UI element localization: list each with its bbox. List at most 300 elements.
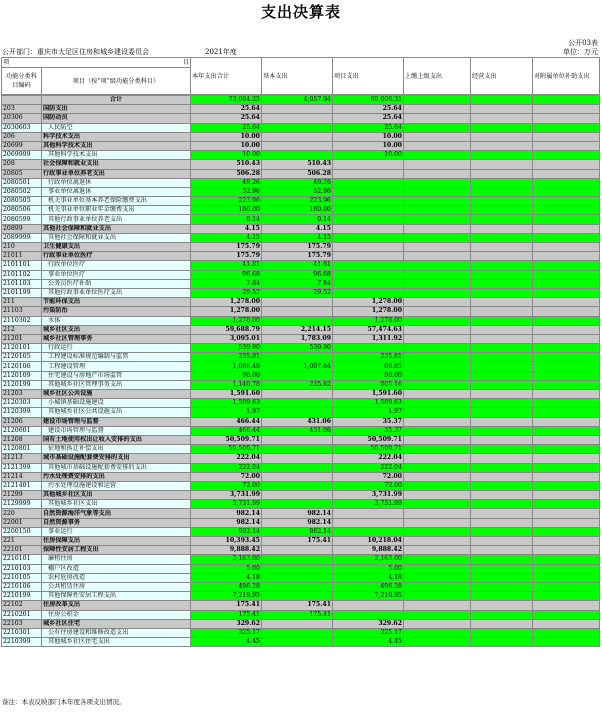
row-project: 2,163.00	[333, 555, 404, 564]
row-subsidy	[533, 334, 600, 343]
row-basic	[262, 555, 333, 564]
row-code: 22001	[2, 518, 42, 527]
row-basic	[262, 114, 333, 123]
expenditure-table	[1, 95, 600, 647]
row-code: 2120101	[2, 344, 42, 353]
row-basic	[262, 123, 333, 132]
row-operating	[471, 105, 533, 114]
row-upper	[404, 380, 471, 389]
row-total: 329.62	[191, 619, 262, 628]
row-subsidy	[533, 243, 600, 252]
row-code: 221	[2, 537, 42, 546]
row-operating	[471, 344, 533, 353]
row-name: 污水处理设施建设和运营	[42, 481, 191, 490]
row-code: 212	[2, 325, 42, 334]
header-upper: 上缴上级支出	[404, 58, 471, 95]
row-code: 22102	[2, 601, 42, 610]
row-basic	[262, 298, 333, 307]
row-operating	[471, 472, 533, 481]
row-project	[333, 279, 404, 288]
row-code: 22103	[2, 619, 42, 628]
row-name: 行政单位离退休	[42, 178, 191, 187]
row-upper	[404, 472, 471, 481]
row-code: 2120199	[2, 380, 42, 389]
row-upper	[404, 141, 471, 150]
row-name: 国防动员	[42, 114, 191, 123]
row-upper	[404, 537, 471, 546]
total-project: 69,006.31	[333, 96, 404, 105]
row-code: 2120399	[2, 408, 42, 417]
row-basic: 52.96	[262, 187, 333, 196]
table-row	[2, 224, 600, 233]
row-subsidy	[533, 472, 600, 481]
row-code: 21299	[2, 491, 42, 500]
row-code: 20899	[2, 224, 42, 233]
row-code: 2210399	[2, 638, 42, 647]
row-code: 2120106	[2, 362, 42, 371]
row-operating	[471, 619, 533, 628]
row-operating	[471, 601, 533, 610]
row-project	[333, 518, 404, 527]
row-upper	[404, 270, 471, 279]
row-project: 1,278.00	[333, 316, 404, 325]
row-operating	[471, 546, 533, 555]
header-total: 本年支出合计	[191, 58, 262, 95]
row-project: 329.62	[333, 619, 404, 628]
row-basic: 982.14	[262, 518, 333, 527]
row-upper	[404, 426, 471, 435]
row-total: 90.00	[191, 371, 262, 380]
row-basic	[262, 141, 333, 150]
row-subsidy	[533, 463, 600, 472]
row-name: 国有土地使用权出让收入安排的支出	[42, 435, 191, 444]
row-name: 农村危房改造	[42, 573, 191, 582]
row-operating	[471, 463, 533, 472]
row-code: 2210105	[2, 573, 42, 582]
row-upper	[404, 619, 471, 628]
row-project: 9,888.42	[333, 546, 404, 555]
row-subsidy	[533, 270, 600, 279]
table-row	[2, 518, 600, 527]
row-code: 2101102	[2, 270, 42, 279]
row-upper	[404, 390, 471, 399]
row-subsidy	[533, 564, 600, 573]
row-operating	[471, 160, 533, 169]
row-code: 2210103	[2, 564, 42, 573]
row-subsidy	[533, 371, 600, 380]
row-project	[333, 178, 404, 187]
row-total: 0.14	[191, 215, 262, 224]
row-code: 21103	[2, 307, 42, 316]
table-row	[2, 527, 600, 536]
row-total: 510.43	[191, 160, 262, 169]
header-operating: 经营支出	[471, 58, 533, 95]
row-operating	[471, 215, 533, 224]
table-row	[2, 582, 600, 591]
row-name: 其他城乡社区公共设施支出	[42, 408, 191, 417]
row-basic	[262, 481, 333, 490]
row-upper	[404, 288, 471, 297]
row-operating	[471, 178, 533, 187]
row-project: 5.00	[333, 564, 404, 573]
row-operating	[471, 243, 533, 252]
row-subsidy	[533, 307, 600, 316]
row-subsidy	[533, 408, 600, 417]
table-row	[2, 160, 600, 169]
row-code: 20306	[2, 114, 42, 123]
row-total: 175.41	[191, 601, 262, 610]
total-amount: 73,064.25	[191, 96, 262, 105]
row-total: 52.96	[191, 187, 262, 196]
table-row	[2, 408, 600, 417]
row-name: 行政事业单位养老支出	[42, 169, 191, 178]
row-name: 其他社会保障和就业支出	[42, 233, 191, 242]
row-project: 35.37	[333, 417, 404, 426]
row-total: 7.84	[191, 279, 262, 288]
row-upper	[404, 325, 471, 334]
row-basic: 96.68	[262, 270, 333, 279]
row-upper	[404, 500, 471, 509]
row-basic: 982.14	[262, 527, 333, 536]
row-basic	[262, 454, 333, 463]
table-row	[2, 481, 600, 490]
row-basic	[262, 546, 333, 555]
page-title: 支出决算表	[260, 3, 341, 21]
row-upper	[404, 178, 471, 187]
row-subsidy	[533, 261, 600, 270]
row-upper	[404, 105, 471, 114]
row-project: 905.16	[333, 380, 404, 389]
row-total: 1.97	[191, 408, 262, 417]
row-subsidy	[533, 252, 600, 261]
row-upper	[404, 132, 471, 141]
row-total: 496.28	[191, 582, 262, 591]
row-basic	[262, 619, 333, 628]
row-basic: 175.41	[262, 601, 333, 610]
row-code: 20699	[2, 141, 42, 150]
row-name: 城市基础设施配套费安排的支出	[42, 454, 191, 463]
row-operating	[471, 307, 533, 316]
row-total: 1,088.49	[191, 362, 262, 371]
table-row	[2, 491, 600, 500]
table-row	[2, 114, 600, 123]
row-operating	[471, 527, 533, 536]
row-name: 城乡社区住宅	[42, 619, 191, 628]
row-operating	[471, 454, 533, 463]
row-code: 21203	[2, 390, 42, 399]
row-operating	[471, 114, 533, 123]
row-project: 1.97	[333, 408, 404, 417]
row-subsidy	[533, 160, 600, 169]
unit-label: 单位：万元	[563, 48, 598, 56]
row-subsidy	[533, 399, 600, 408]
row-project: 10.00	[333, 132, 404, 141]
row-operating	[471, 279, 533, 288]
row-total: 982.14	[191, 527, 262, 536]
table-row	[2, 619, 600, 628]
row-total: 25.64	[191, 114, 262, 123]
row-upper	[404, 601, 471, 610]
row-name: 其他保障性安居工程支出	[42, 592, 191, 601]
row-project	[333, 601, 404, 610]
row-subsidy	[533, 288, 600, 297]
row-project	[333, 233, 404, 242]
row-upper	[404, 252, 471, 261]
row-upper	[404, 279, 471, 288]
table-row	[2, 445, 600, 454]
row-project: 4.45	[333, 638, 404, 647]
row-operating	[471, 417, 533, 426]
row-code: 2121401	[2, 481, 42, 490]
row-operating	[471, 298, 533, 307]
row-name: 国防支出	[42, 105, 191, 114]
table-row	[2, 555, 600, 564]
row-basic	[262, 408, 333, 417]
row-name: 水体	[42, 316, 191, 325]
row-name: 廉租住房	[42, 555, 191, 564]
row-basic	[262, 390, 333, 399]
row-project: 10.00	[333, 141, 404, 150]
row-code: 2120105	[2, 353, 42, 362]
row-operating	[471, 518, 533, 527]
header-basic: 基本支出	[262, 58, 333, 95]
row-total: 25.64	[191, 123, 262, 132]
row-code: 2210101	[2, 555, 42, 564]
row-operating	[471, 509, 533, 518]
row-operating	[471, 288, 533, 297]
table-row	[2, 638, 600, 647]
row-basic	[262, 435, 333, 444]
table-row	[2, 151, 600, 160]
row-basic	[262, 628, 333, 637]
row-name: 其他科学技术支出	[42, 141, 191, 150]
row-upper	[404, 546, 471, 555]
row-total: 7,219.95	[191, 592, 262, 601]
row-name: 行政单位医疗	[42, 261, 191, 270]
row-name: 住房公积金	[42, 610, 191, 619]
row-operating	[471, 197, 533, 206]
row-code: 2069999	[2, 151, 42, 160]
header-code: 功能分类科目编码	[2, 68, 42, 95]
row-code: 2210199	[2, 592, 42, 601]
table-row	[2, 500, 600, 509]
row-upper	[404, 610, 471, 619]
row-total: 50,509.71	[191, 435, 262, 444]
row-name: 污染防治	[42, 307, 191, 316]
form-code: 公开03表	[568, 39, 598, 47]
row-upper	[404, 307, 471, 316]
row-operating	[471, 592, 533, 601]
row-basic	[262, 316, 333, 325]
row-operating	[471, 371, 533, 380]
row-total: 175.79	[191, 252, 262, 261]
row-upper	[404, 123, 471, 132]
row-name: 保障性安居工程支出	[42, 546, 191, 555]
row-project	[333, 252, 404, 261]
row-subsidy	[533, 601, 600, 610]
row-total: 223.96	[191, 197, 262, 206]
row-code: 20805	[2, 169, 42, 178]
table-row	[2, 472, 600, 481]
row-basic: 510.43	[262, 160, 333, 169]
row-code: 2210201	[2, 610, 42, 619]
row-total: 2,163.00	[191, 555, 262, 564]
row-basic: 2,214.15	[262, 325, 333, 334]
row-subsidy	[533, 344, 600, 353]
row-code: 21213	[2, 454, 42, 463]
row-project	[333, 344, 404, 353]
row-project: 57,474.63	[333, 325, 404, 334]
row-basic: 49.26	[262, 178, 333, 187]
row-total: 1,278.00	[191, 307, 262, 316]
row-operating	[471, 564, 533, 573]
row-total: 539.90	[191, 344, 262, 353]
row-subsidy	[533, 573, 600, 582]
row-project	[333, 288, 404, 297]
row-operating	[471, 224, 533, 233]
table-row	[2, 463, 600, 472]
row-name: 其他科学技术支出	[42, 151, 191, 160]
row-name: 棚户区改造	[42, 564, 191, 573]
row-total: 982.14	[191, 518, 262, 527]
table-row	[2, 288, 600, 297]
row-subsidy	[533, 105, 600, 114]
row-subsidy	[533, 527, 600, 536]
row-total: 1,589.63	[191, 399, 262, 408]
row-upper	[404, 206, 471, 215]
row-project	[333, 527, 404, 536]
row-total: 1,591.60	[191, 390, 262, 399]
row-project	[333, 224, 404, 233]
row-operating	[471, 537, 533, 546]
row-code: 2101101	[2, 261, 42, 270]
row-code: 203	[2, 105, 42, 114]
row-upper	[404, 187, 471, 196]
row-project: 1,311.92	[333, 334, 404, 343]
row-total: 466.44	[191, 417, 262, 426]
row-operating	[471, 132, 533, 141]
row-basic: 1,007.64	[262, 362, 333, 371]
row-name: 行政事业单位医疗	[42, 252, 191, 261]
row-project: 90.00	[333, 371, 404, 380]
row-total: 222.04	[191, 463, 262, 472]
row-operating	[471, 435, 533, 444]
table-row	[2, 132, 600, 141]
row-project: 72.00	[333, 472, 404, 481]
row-name: 自然资源事务	[42, 518, 191, 527]
row-project	[333, 206, 404, 215]
row-operating	[471, 573, 533, 582]
row-basic	[262, 500, 333, 509]
row-code: 2101103	[2, 279, 42, 288]
row-name: 节能环保支出	[42, 298, 191, 307]
table-row	[2, 169, 600, 178]
row-code: 2200150	[2, 527, 42, 536]
header-subsidy: 对附属单位补助支出	[533, 58, 600, 95]
row-basic	[262, 132, 333, 141]
row-basic: 4.15	[262, 233, 333, 242]
row-upper	[404, 628, 471, 637]
row-subsidy	[533, 298, 600, 307]
row-total: 10.00	[191, 151, 262, 160]
row-basic: 506.28	[262, 169, 333, 178]
row-subsidy	[533, 325, 600, 334]
row-subsidy	[533, 362, 600, 371]
row-upper	[404, 353, 471, 362]
row-upper	[404, 197, 471, 206]
row-name: 污水处理费安排的支出	[42, 472, 191, 481]
row-total: 1,278.00	[191, 316, 262, 325]
row-basic: 175.79	[262, 252, 333, 261]
row-upper	[404, 151, 471, 160]
row-upper	[404, 527, 471, 536]
table-row	[2, 344, 600, 353]
row-subsidy	[533, 114, 600, 123]
table-row	[2, 592, 600, 601]
table-row	[2, 390, 600, 399]
row-subsidy	[533, 509, 600, 518]
header-name: 项目（按“项”级功能分类科目）	[42, 68, 191, 95]
row-project: 7,219.95	[333, 592, 404, 601]
row-code: 2080599	[2, 215, 42, 224]
row-total: 325.17	[191, 628, 262, 637]
table-row	[2, 399, 600, 408]
row-subsidy	[533, 123, 600, 132]
row-code: 2120601	[2, 426, 42, 435]
row-operating	[471, 408, 533, 417]
row-name: 自然资源海洋气象等支出	[42, 509, 191, 518]
row-project: 222.04	[333, 463, 404, 472]
row-name: 社会保障和就业支出	[42, 160, 191, 169]
row-operating	[471, 252, 533, 261]
row-code: 21201	[2, 334, 42, 343]
row-operating	[471, 206, 533, 215]
table-row	[2, 573, 600, 582]
row-name: 其他城乡社区住宅支出	[42, 638, 191, 647]
row-total: 1,140.78	[191, 380, 262, 389]
row-project: 1,278.00	[333, 298, 404, 307]
row-name: 城乡社区公共设施	[42, 390, 191, 399]
row-name: 事业运行	[42, 527, 191, 536]
row-upper	[404, 334, 471, 343]
row-subsidy	[533, 445, 600, 454]
row-subsidy	[533, 610, 600, 619]
row-operating	[471, 187, 533, 196]
row-upper	[404, 435, 471, 444]
row-basic	[262, 151, 333, 160]
row-project	[333, 270, 404, 279]
row-upper	[404, 463, 471, 472]
row-total: 4.18	[191, 573, 262, 582]
row-subsidy	[533, 555, 600, 564]
row-name: 事业单位离退休	[42, 187, 191, 196]
row-total: 4.45	[191, 638, 262, 647]
row-name: 住房保障支出	[42, 537, 191, 546]
table-row	[2, 546, 600, 555]
row-operating	[471, 316, 533, 325]
table-row	[2, 362, 600, 371]
row-basic: 0.14	[262, 215, 333, 224]
row-basic: 235.62	[262, 380, 333, 389]
table-row	[2, 325, 600, 334]
row-project: 1,591.60	[333, 390, 404, 399]
row-basic: 1,783.09	[262, 334, 333, 343]
row-operating	[471, 261, 533, 270]
row-basic: 539.90	[262, 344, 333, 353]
row-project: 1,278.00	[333, 307, 404, 316]
row-upper	[404, 160, 471, 169]
row-project	[333, 187, 404, 196]
